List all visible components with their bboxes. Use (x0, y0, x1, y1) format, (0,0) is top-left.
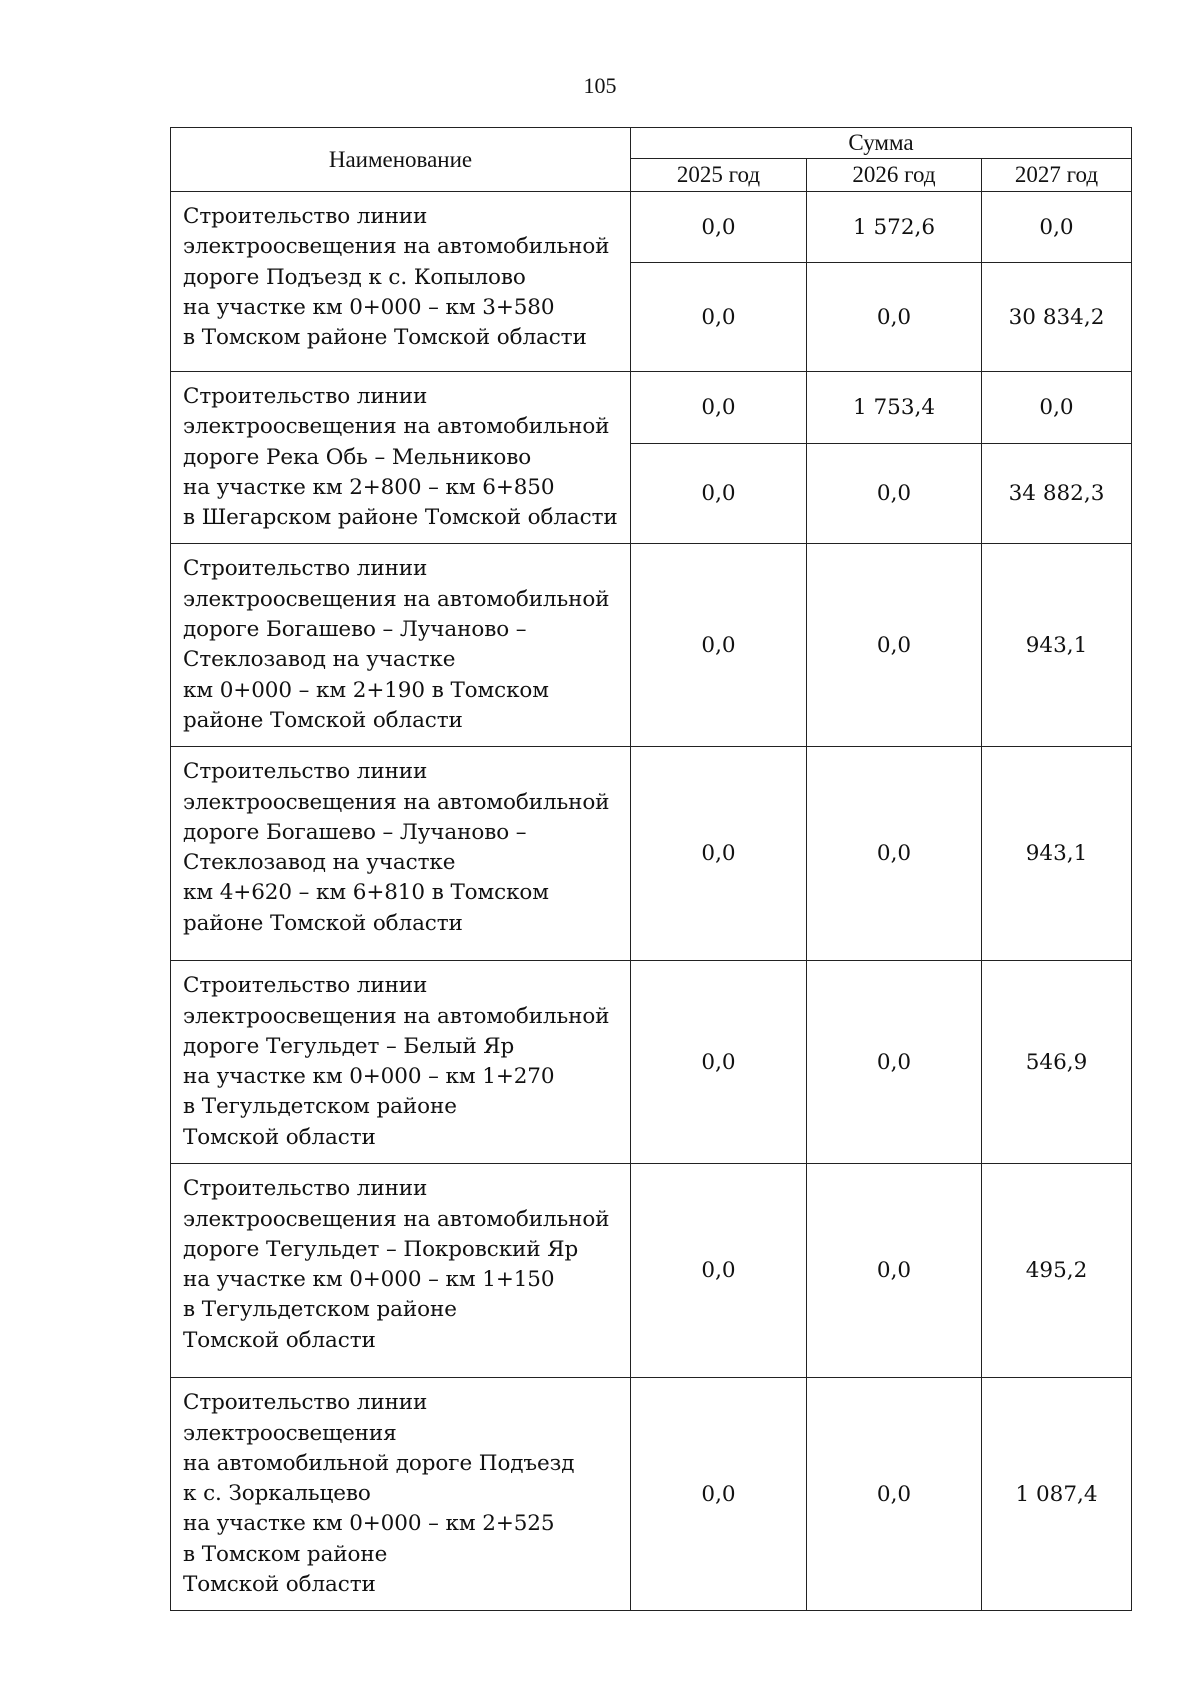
value-2026: 0,0 (807, 961, 982, 1164)
header-sum: Сумма (631, 128, 1132, 159)
header-name: Наименование (171, 128, 631, 192)
table-body (171, 192, 1132, 1611)
value-2026: 0,0 (807, 263, 982, 372)
table-row (171, 544, 1132, 747)
table-row (171, 372, 1132, 444)
row-name: Строительство линии электроосвещения на автомобильной дороге Река Обь – Мельниково на участке км 2+800 – км 6+850 в Шегарском районе Томской области (171, 372, 631, 544)
value-2025: 0,0 (631, 192, 807, 263)
value-2027: 495,2 (982, 1164, 1132, 1378)
value-2027: 943,1 (982, 747, 1132, 961)
value-2027: 943,1 (982, 544, 1132, 747)
value-2027: 0,0 (982, 372, 1132, 444)
value-2025: 0,0 (631, 961, 807, 1164)
value-2026: 0,0 (807, 1164, 982, 1378)
table-row (171, 192, 1132, 263)
value-2026: 0,0 (807, 747, 982, 961)
row-name: Строительство линии электроосвещения на автомобильной дороге Богашево – Лучаново – Стеклозавод на участке км 0+000 – км 2+190 в Томском районе Томской области (171, 544, 631, 747)
value-2027: 34 882,3 (982, 444, 1132, 544)
value-2026: 0,0 (807, 444, 982, 544)
row-name: Строительство линии электроосвещения на автомобильной дороге Богашево – Лучаново – Стеклозавод на участке км 4+620 – км 6+810 в Томском районе Томской области (171, 747, 631, 961)
row-name: Строительство линии электроосвещения на автомобильной дороге Подъезд к с. Зоркальцево на участке км 0+000 – км 2+525 в Томском районе Томской области (171, 1378, 631, 1611)
table-header (171, 128, 1132, 192)
value-2026: 0,0 (807, 544, 982, 747)
value-2025: 0,0 (631, 747, 807, 961)
value-2025: 0,0 (631, 1164, 807, 1378)
value-2027: 546,9 (982, 961, 1132, 1164)
value-2027: 30 834,2 (982, 263, 1132, 372)
budget-table (170, 127, 1132, 1611)
value-2025: 0,0 (631, 544, 807, 747)
row-name: Строительство линии электроосвещения на автомобильной дороге Подъезд к с. Копылово на участке км 0+000 – км 3+580 в Томском районе Томской области (171, 192, 631, 372)
row-name: Строительство линии электроосвещения на автомобильной дороге Тегульдет – Белый Яр на участке км 0+000 – км 1+270 в Тегульдетском районе Томской области (171, 961, 631, 1164)
header-year-2025: 2025 год (631, 159, 807, 192)
table-row (171, 747, 1132, 961)
value-2025: 0,0 (631, 444, 807, 544)
value-2025: 0,0 (631, 263, 807, 372)
table-row (171, 961, 1132, 1164)
value-2026: 1 753,4 (807, 372, 982, 444)
value-2027: 0,0 (982, 192, 1132, 263)
table-row (171, 1378, 1132, 1611)
page-number: 105 (583, 73, 617, 98)
table-row (171, 1164, 1132, 1378)
value-2025: 0,0 (631, 372, 807, 444)
header-year-2026: 2026 год (807, 159, 982, 192)
header-year-2027: 2027 год (982, 159, 1132, 192)
value-2027: 1 087,4 (982, 1378, 1132, 1611)
row-name: Строительство линии электроосвещения на автомобильной дороге Тегульдет – Покровский Яр на участке км 0+000 – км 1+150 в Тегульдетском районе Томской области (171, 1164, 631, 1378)
value-2025: 0,0 (631, 1378, 807, 1611)
value-2026: 0,0 (807, 1378, 982, 1611)
value-2026: 1 572,6 (807, 192, 982, 263)
